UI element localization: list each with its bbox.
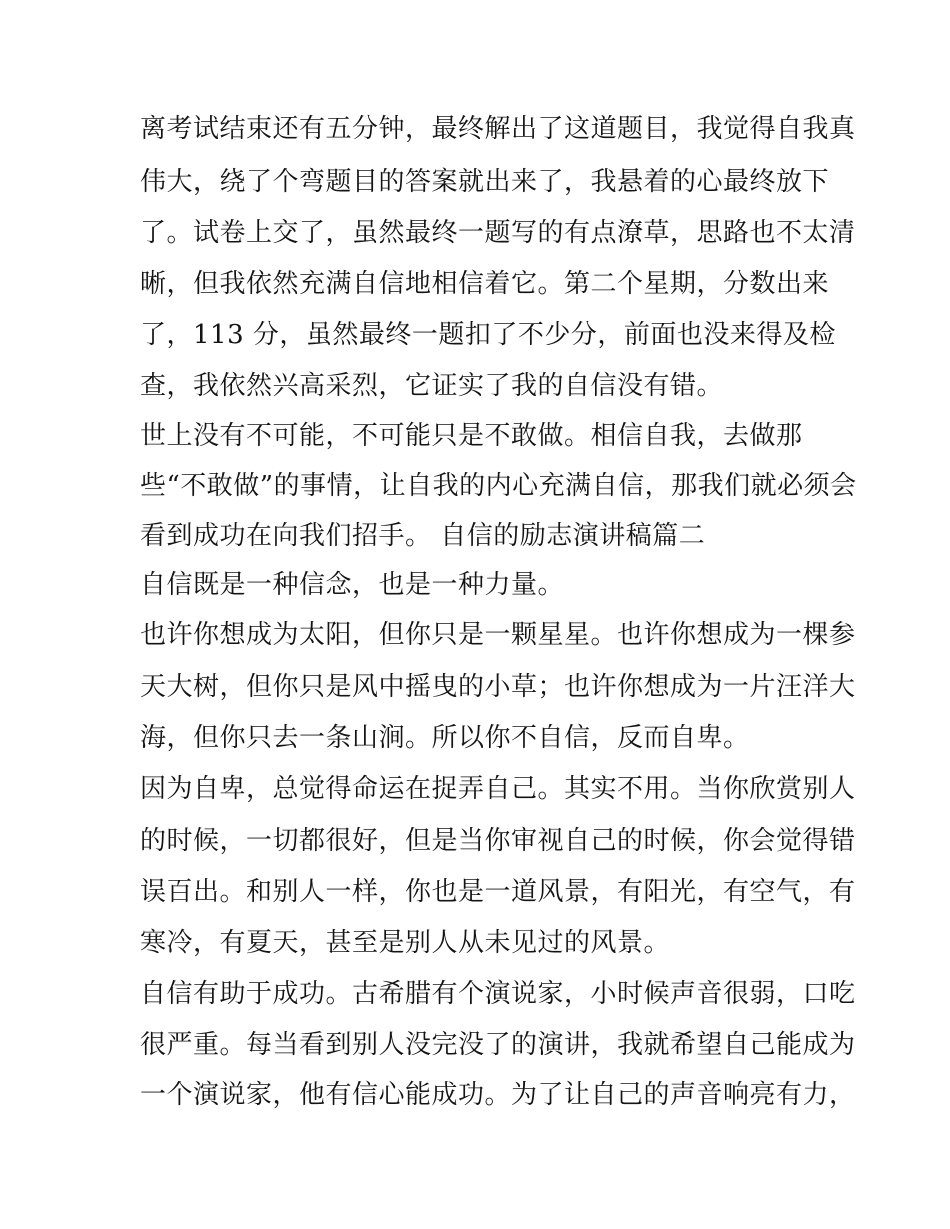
text-line: 海，但你只去一条山涧。所以你不自信，反而自卑。 — [140, 723, 750, 753]
text-line: 很严重。每当看到别人没完没了的演讲，我就希望自己能成为 — [140, 1030, 856, 1060]
text-line: 的时候，一切都很好，但是当你审视自己的时候，你会觉得错 — [140, 826, 856, 856]
text-line: 因为自卑，总觉得命运在捉弄自己。其实不用。当你欣赏别人 — [140, 774, 856, 804]
text-line: 自信既是一种信念，也是一种力量。 — [140, 570, 565, 600]
text-line: 查，我依然兴高采烈，它证实了我的自信没有错。 — [140, 371, 724, 401]
text-line: 也许你想成为太阳，但你只是一颗星星。也许你想成为一棵参 — [140, 620, 856, 650]
text-line: 一个演说家，他有信心能成功。为了让自己的声音响亮有力， — [140, 1080, 856, 1110]
text-line: 晰，但我依然充满自信地相信着它。第二个星期，分数出来 — [140, 269, 830, 299]
text-line: 了，113 分，虽然最终一题扣了不少分，前面也没来得及检 — [140, 320, 836, 350]
text-line: 自信有助于成功。古希腊有个演说家，小时候声音很弱，口吃 — [140, 979, 856, 1009]
text-line: 误百出。和别人一样，你也是一道风景，有阳光，有空气，有 — [140, 877, 856, 907]
text-line: 伟大，绕了个弯题目的答案就出来了，我悬着的心最终放下 — [140, 167, 830, 197]
text-line: 些“不敢做”的事情，让自我的内心充满自信，那我们就必须会 — [140, 471, 857, 501]
text-line: 世上没有不可能，不可能只是不敢做。相信自我，去做那 — [140, 421, 803, 451]
text-line: 寒冷，有夏天，甚至是别人从未见过的风景。 — [140, 928, 671, 958]
text-line: 天大树，但你只是风中摇曳的小草；也许你想成为一片汪洋大 — [140, 672, 856, 702]
text-line: 离考试结束还有五分钟，最终解出了这道题目，我觉得自我真 — [140, 114, 856, 144]
text-line: 看到成功在向我们招手。 自信的励志演讲稿篇二 — [140, 521, 706, 551]
text-line: 了。试卷上交了，虽然最终一题写的有点潦草，思路也不太清 — [140, 218, 856, 248]
